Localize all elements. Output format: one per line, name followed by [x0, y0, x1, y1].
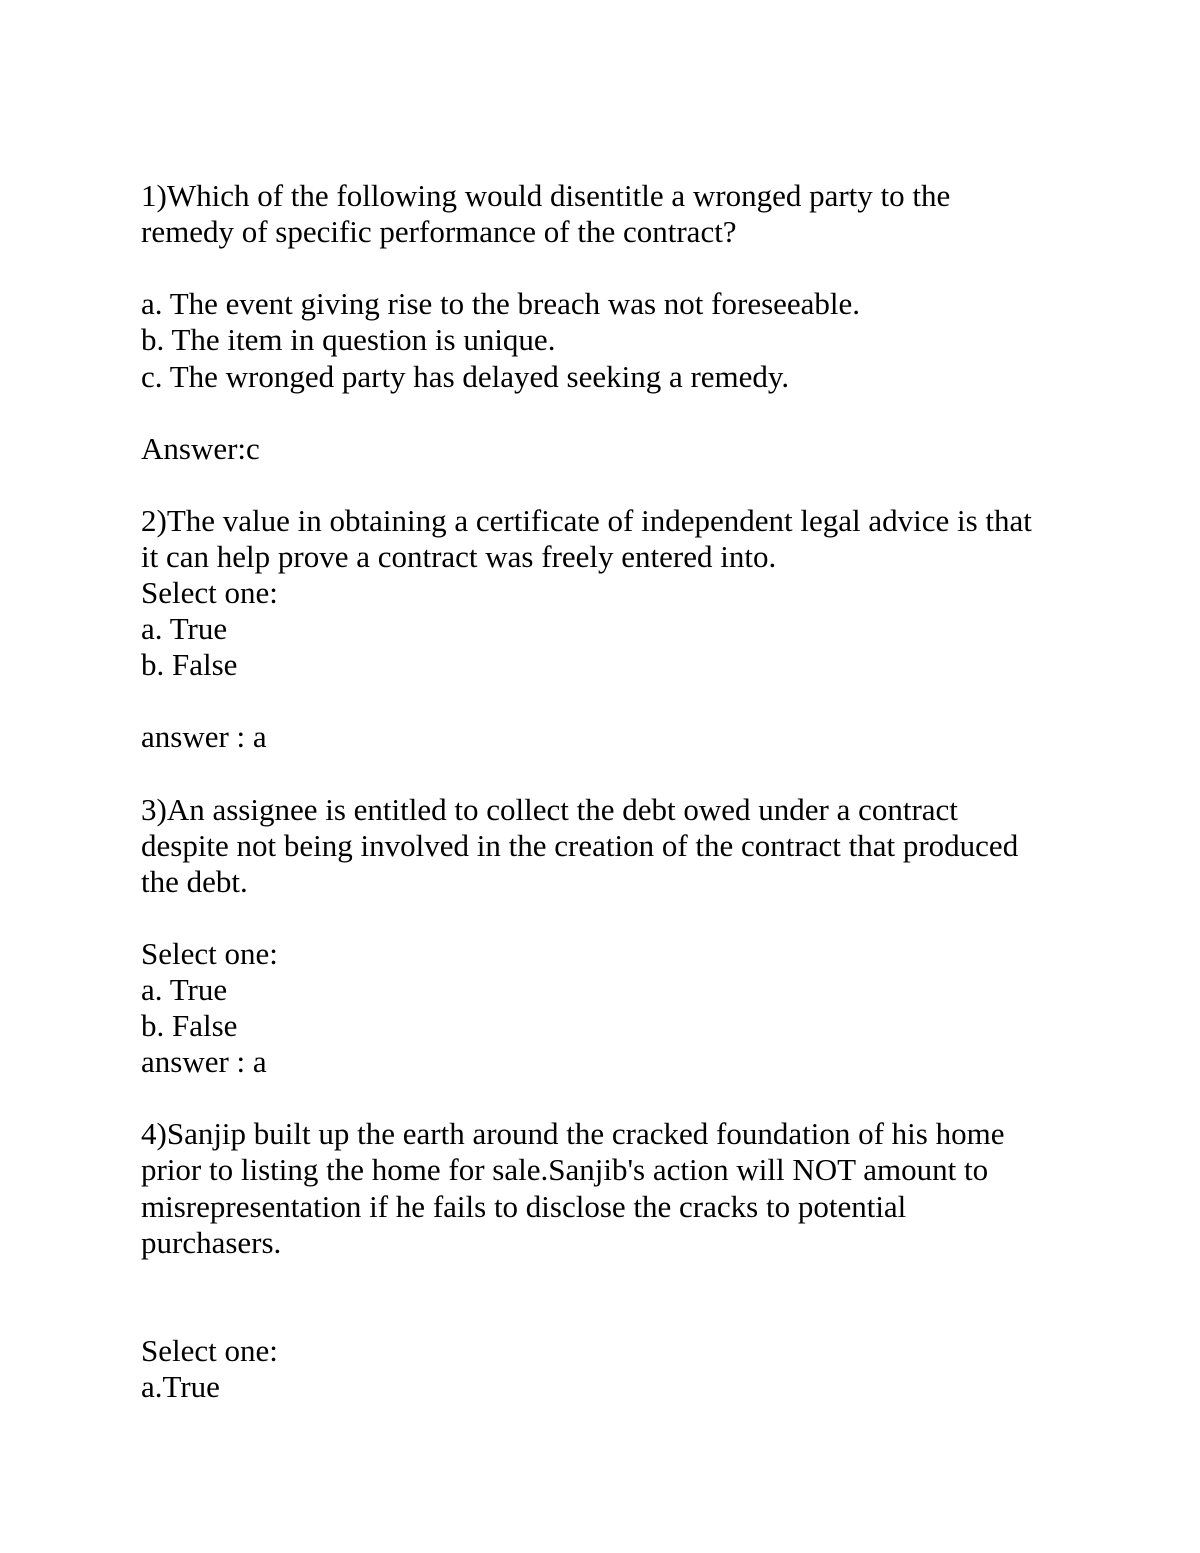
- question-4-prompt: Select one:: [141, 1333, 278, 1368]
- question-4-stem-line-4: purchasers.: [141, 1225, 282, 1260]
- question-3-answer: answer : a: [141, 1044, 267, 1079]
- question-2-option-a: a. True: [141, 611, 228, 646]
- question-3-prompt: Select one:: [141, 936, 278, 971]
- question-3-option-b: b. False: [141, 1008, 238, 1043]
- question-3-stem-line-3: the debt.: [141, 864, 248, 899]
- question-3-option-a: a. True: [141, 972, 228, 1007]
- question-4-stem-line-3: misrepresentation if he fails to disclose the cracks to potential: [141, 1189, 907, 1224]
- question-2-answer: answer : a: [141, 719, 267, 754]
- question-1-answer: Answer:c: [141, 431, 260, 466]
- question-4-stem-line-1: 4)Sanjip built up the earth around the cracked foundation of his home: [141, 1116, 1005, 1151]
- question-1-option-b: b. The item in question is unique.: [141, 322, 556, 357]
- question-4-stem-line-2: prior to listing the home for sale.Sanjib's action will NOT amount to: [141, 1152, 989, 1187]
- question-1-option-a: a. The event giving rise to the breach was not foreseeable.: [141, 286, 861, 321]
- question-3-stem-line-1: 3)An assignee is entitled to collect the debt owed under a contract: [141, 792, 958, 827]
- question-2-prompt: Select one:: [141, 575, 278, 610]
- question-4-option-a: a.True: [141, 1369, 220, 1404]
- question-1-stem-line-2: remedy of specific performance of the contract?: [141, 214, 737, 249]
- question-1-option-c: c. The wronged party has delayed seeking a remedy.: [141, 359, 790, 394]
- question-2-option-b: b. False: [141, 647, 238, 682]
- question-2-stem-line-1: 2)The value in obtaining a certificate of independent legal advice is that: [141, 503, 1032, 538]
- question-1-stem-line-1: 1)Which of the following would disentitle a wronged party to the: [141, 178, 951, 213]
- question-2-stem-line-2: it can help prove a contract was freely entered into.: [141, 539, 777, 574]
- question-3-stem-line-2: despite not being involved in the creation of the contract that produced: [141, 828, 1019, 863]
